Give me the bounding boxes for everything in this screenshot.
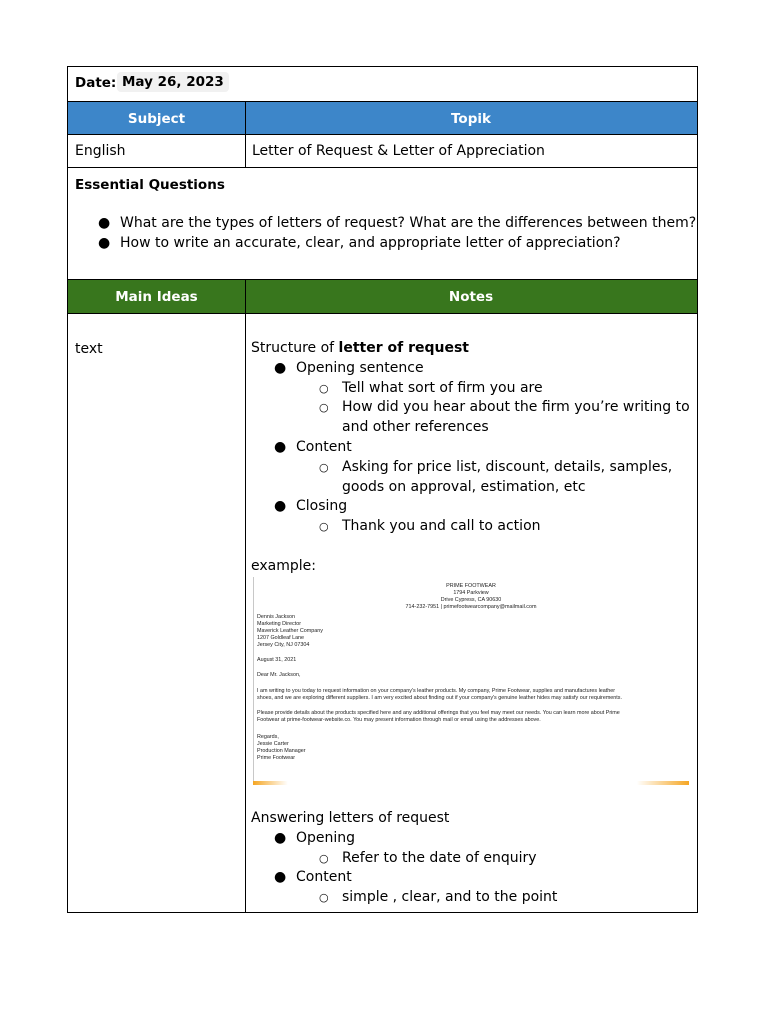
notes-header: Notes: [448, 289, 494, 305]
subject-header: Subject: [127, 110, 186, 127]
notes-heading: Structure of letter of request: [251, 340, 469, 356]
list-item: ○ How did you hear about the firm you’re writing to: [251, 398, 691, 418]
letter-recipient-line: Marketing Director: [257, 621, 302, 627]
letter-address-2: Drive Cypress, CA 90630: [440, 597, 502, 603]
circle-bullet-icon: ○: [319, 401, 329, 415]
essential-question: ● How to write an accurate, clear, and appropriate letter of appreciation?: [98, 235, 621, 251]
letter-paragraph: I am writing to you today to request information on your company's leather products. My company, Prime Footwear, supplies and manufactures leather: [257, 688, 616, 694]
subject-value: English: [75, 143, 126, 159]
main-ideas-header: Main Ideas: [115, 289, 198, 305]
bullet-icon: ●: [274, 359, 287, 376]
topic-value: Letter of Request & Letter of Appreciation: [252, 143, 545, 159]
divider: [68, 313, 697, 314]
letter-company: PRIME FOOTWEAR: [446, 583, 496, 589]
list-item-continuation: and other references: [342, 419, 489, 436]
letter-paragraph: shoes, and we are exploring different suppliers. I am very excited about finding out if your company's genuine leather hides may satisfy our requirements.: [257, 695, 622, 701]
circle-bullet-icon: ○: [319, 851, 329, 865]
circle-bullet-icon: ○: [319, 891, 329, 905]
divider: [68, 167, 697, 168]
circle-bullet-icon: ○: [319, 520, 329, 534]
letter-closing: Production Manager: [257, 748, 306, 754]
letter-contact: 714-232-7951 | primefootwearcompany@mailmail.com: [405, 604, 537, 610]
list-item: ● Content: [251, 438, 691, 458]
list-item: ○ Asking for price list, discount, details, samples,: [251, 458, 691, 478]
date-label: Date:: [75, 75, 117, 91]
example-letter-image: [253, 577, 689, 785]
list-item: ○ simple , clear, and to the point: [251, 888, 691, 908]
circle-bullet-icon: ○: [319, 381, 329, 395]
divider: [245, 279, 246, 912]
spacer: [251, 537, 691, 557]
list-item: ● Closing: [251, 497, 691, 517]
essential-questions-title: Essential Questions: [75, 177, 225, 193]
subject-row: [68, 135, 697, 167]
image-accent-stripe: [253, 781, 689, 785]
list-item: ● Content: [251, 868, 691, 888]
divider: [68, 101, 697, 102]
notes-content: [251, 339, 691, 577]
bullet-icon: ●: [274, 829, 287, 846]
letter-recipient-line: Jersey City, NJ 07304: [257, 642, 310, 648]
letter-salutation: Dear Mr. Jackson,: [257, 672, 301, 678]
letter-date: August 31, 2021: [257, 657, 297, 663]
list-item: ● Opening sentence: [251, 359, 691, 379]
letter-closing: Jessie Carter: [257, 741, 289, 747]
topic-header: Topik: [451, 110, 491, 127]
circle-bullet-icon: ○: [319, 460, 329, 474]
bullet-icon: ●: [98, 235, 111, 251]
lesson-notes-sheet: [67, 66, 698, 913]
date-row: [68, 67, 697, 102]
main-idea-text: text: [75, 341, 103, 357]
letter-paragraph: Please provide details about the products specified here and any additional offerings that you feel may meet our needs. You can learn more about Prime: [257, 710, 620, 716]
list-item: ○ Thank you and call to action: [251, 517, 691, 537]
letter-paragraph: Footwear at prime-footwear-website.co. You may present information through mail or email using the addresses above.: [257, 717, 541, 723]
example-label: example:: [251, 557, 316, 574]
letter-recipient-line: Maverick Leather Company: [257, 628, 323, 634]
subject-topic-header: [68, 102, 697, 135]
divider: [68, 134, 697, 135]
letter-recipient-line: 1207 Goldleaf Lane: [257, 635, 305, 641]
bullet-icon: ●: [274, 498, 287, 515]
main-ideas-notes-header: [68, 280, 697, 314]
list-item: ○ Refer to the date of enquiry: [251, 849, 691, 869]
divider: [68, 279, 697, 280]
bullet-icon: ●: [274, 438, 287, 455]
notes-heading: Answering letters of request: [251, 810, 450, 826]
date-chip[interactable]: May 26, 2023: [117, 72, 229, 92]
letter-recipient-name: Dennis Jackson: [257, 614, 296, 620]
list-item: ○ Tell what sort of firm you are: [251, 379, 691, 399]
essential-questions-list: [98, 213, 697, 253]
list-item: ● Opening: [251, 829, 691, 849]
essential-question: ● What are the types of letters of request? What are the differences between them?: [98, 215, 697, 231]
bullet-icon: ●: [274, 869, 287, 886]
divider: [245, 101, 246, 167]
letter-closing: Prime Footwear: [257, 755, 296, 761]
letter-closing: Regards,: [257, 734, 279, 740]
bullet-icon: ●: [98, 215, 111, 231]
list-item-continuation: goods on approval, estimation, etc: [342, 478, 586, 495]
letter-address-1: 1794 Parkview: [453, 590, 489, 596]
answering-notes: [251, 809, 691, 908]
